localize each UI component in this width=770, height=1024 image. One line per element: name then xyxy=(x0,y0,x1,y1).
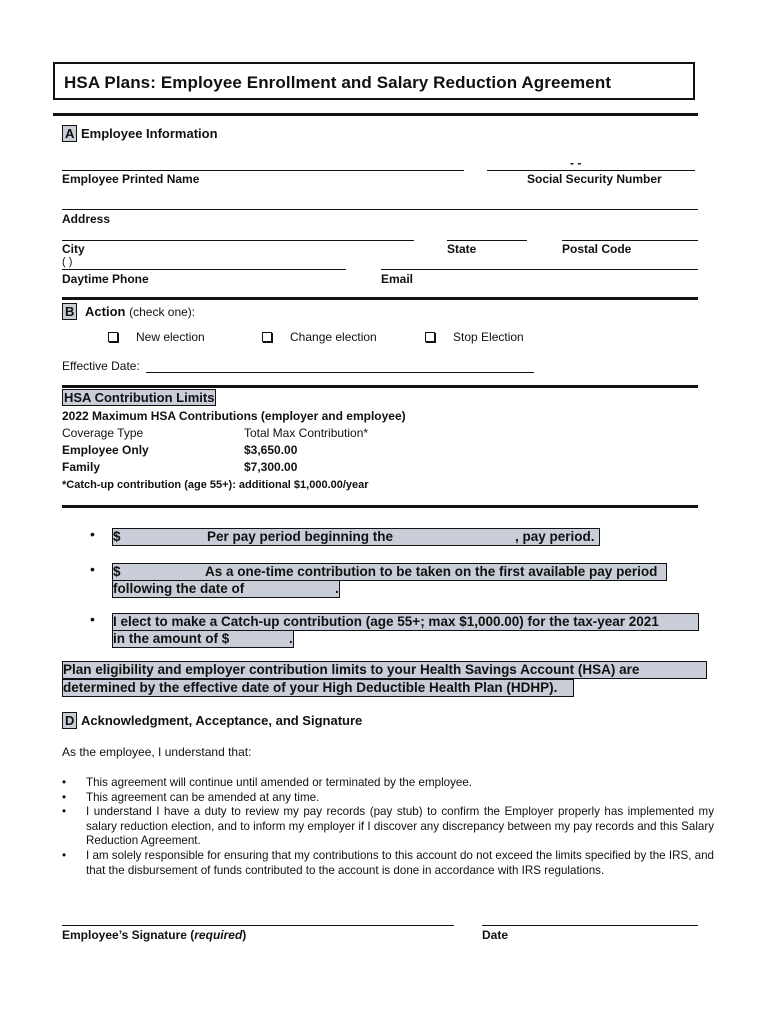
signature-label xyxy=(62,928,246,942)
stop-election-checkbox[interactable] xyxy=(425,332,435,342)
catch-up-line1: I elect to make a Catch-up contribution (age 55+; max $1,000.00) for the tax-year 2021 xyxy=(113,614,659,629)
section-divider xyxy=(53,113,698,116)
limits-heading: HSA Contribution Limits xyxy=(64,390,215,405)
ack-item-text: I am solely responsible for ensuring that my contributions to this account do not exceed the limits specified by the IRS, and that the disbursement of funds contributed to the account is done in accordance with IRS regulations. xyxy=(86,848,714,877)
ssn-dashes: - - xyxy=(570,156,582,170)
form-title-box xyxy=(53,62,695,100)
printed-name-label: Employee Printed Name xyxy=(62,172,200,186)
form-title: HSA Plans: Employee Enrollment and Salary Reduction Agreement xyxy=(64,73,612,92)
one-time-text: As a one-time contribution to be taken on the first available pay period xyxy=(205,564,658,579)
limits-subheading: 2022 Maximum HSA Contributions (employer and employee) xyxy=(62,409,406,423)
section-d-title: Acknowledgment, Acceptance, and Signature xyxy=(81,713,363,728)
bullet-icon: • xyxy=(90,611,95,627)
section-a-title: Employee Information xyxy=(81,126,218,141)
signature-label-text: Employee’s Signature ( xyxy=(62,928,195,942)
change-election-label: Change election xyxy=(290,330,377,344)
section-d-heading xyxy=(62,712,362,729)
bullet-icon: • xyxy=(62,805,67,819)
ssn-label: Social Security Number xyxy=(527,172,662,186)
per-pay-period-row[interactable] xyxy=(112,528,600,546)
total-max-cell: $7,300.00 xyxy=(244,460,298,474)
one-time-dollar: $ xyxy=(113,564,121,579)
catch-up-line2: in the amount of $ xyxy=(113,631,230,646)
per-pay-text: Per pay period beginning the xyxy=(207,529,394,544)
date-field[interactable] xyxy=(482,925,698,926)
daytime-phone-field[interactable] xyxy=(62,269,346,270)
email-field[interactable] xyxy=(381,269,698,270)
section-d-letter: D xyxy=(62,712,77,729)
catch-up-row[interactable] xyxy=(112,613,699,631)
email-label: Email xyxy=(381,272,414,286)
state-label: State xyxy=(447,242,477,256)
coverage-type-cell: Family xyxy=(62,460,101,474)
one-time-row[interactable] xyxy=(112,563,667,581)
effective-date-label: Effective Date: xyxy=(62,359,140,373)
section-a-heading xyxy=(62,125,218,142)
ack-item xyxy=(62,791,714,806)
eligibility-line-1: Plan eligibility and employer contribution limits to your Health Savings Account (HSA) are xyxy=(62,661,707,679)
postal-code-field[interactable] xyxy=(562,240,698,241)
bullet-icon: • xyxy=(90,561,95,577)
postal-code-label: Postal Code xyxy=(562,242,632,256)
address-label: Address xyxy=(62,212,111,226)
bullet-icon: • xyxy=(62,776,67,789)
ssn-field[interactable] xyxy=(487,170,695,171)
city-label: City xyxy=(62,242,85,256)
daytime-phone-label: Daytime Phone xyxy=(62,272,149,286)
signature-label-close: ) xyxy=(242,928,247,942)
date-label: Date xyxy=(482,928,509,942)
per-pay-dollar: $ xyxy=(113,529,121,544)
total-max-cell: $3,650.00 xyxy=(244,443,298,457)
bullet-icon: • xyxy=(62,848,67,862)
section-b-title: Action xyxy=(85,304,126,319)
catch-up-footnote: *Catch-up contribution (age 55+): additional $1,000.00/year xyxy=(62,479,369,491)
section-b-heading xyxy=(62,303,195,320)
new-election-checkbox[interactable] xyxy=(108,332,118,342)
coverage-type-header: Coverage Type xyxy=(62,426,144,440)
one-time-end: . xyxy=(335,581,339,596)
effective-date-field[interactable] xyxy=(146,372,534,373)
catch-up-row-2[interactable] xyxy=(112,630,294,648)
address-line-top xyxy=(62,209,698,210)
eligibility-line-2: determined by the effective date of your High Deductible Health Plan (HDHP). xyxy=(62,679,574,697)
ack-item-text: I understand I have a duty to review my pay records (pay stub) to confirm the Employer properly has implemented my salary reduction election, and to inform my employer if I discover any discrepancy between my pay records and this Salary Reduction Agreement. xyxy=(86,805,714,848)
section-divider xyxy=(62,385,698,388)
signature-required: required xyxy=(194,928,243,942)
ack-item xyxy=(62,849,714,878)
total-max-header: Total Max Contribution* xyxy=(244,426,369,440)
one-time-line2: following the date of xyxy=(113,581,245,596)
city-field[interactable] xyxy=(62,240,414,241)
section-a-letter: A xyxy=(62,125,77,142)
ack-item-text: This agreement can be amended at any time. xyxy=(86,790,320,804)
ack-item xyxy=(62,776,714,791)
coverage-type-cell: Employee Only xyxy=(62,443,149,457)
section-b-letter: B xyxy=(62,303,77,320)
catch-up-end: . xyxy=(289,631,293,646)
ack-item-text: This agreement will continue until amended or terminated by the employee. xyxy=(86,776,473,789)
ack-item xyxy=(62,805,714,849)
stop-election-label: Stop Election xyxy=(453,330,524,344)
printed-name-field[interactable] xyxy=(62,170,464,171)
ack-list xyxy=(62,776,714,878)
per-pay-end: , pay period. xyxy=(515,529,595,544)
bullet-icon: • xyxy=(90,526,95,542)
section-b-hint: (check one): xyxy=(129,305,196,319)
change-election-checkbox[interactable] xyxy=(262,332,272,342)
state-field[interactable] xyxy=(447,240,527,241)
bullet-icon: • xyxy=(62,790,67,804)
ack-intro: As the employee, I understand that: xyxy=(62,745,252,759)
phone-area-code: ( ) xyxy=(62,256,73,268)
one-time-row-2[interactable] xyxy=(112,580,340,598)
section-divider xyxy=(62,505,698,508)
signature-field[interactable] xyxy=(62,925,454,926)
section-divider xyxy=(62,297,698,300)
new-election-label: New election xyxy=(136,330,205,344)
